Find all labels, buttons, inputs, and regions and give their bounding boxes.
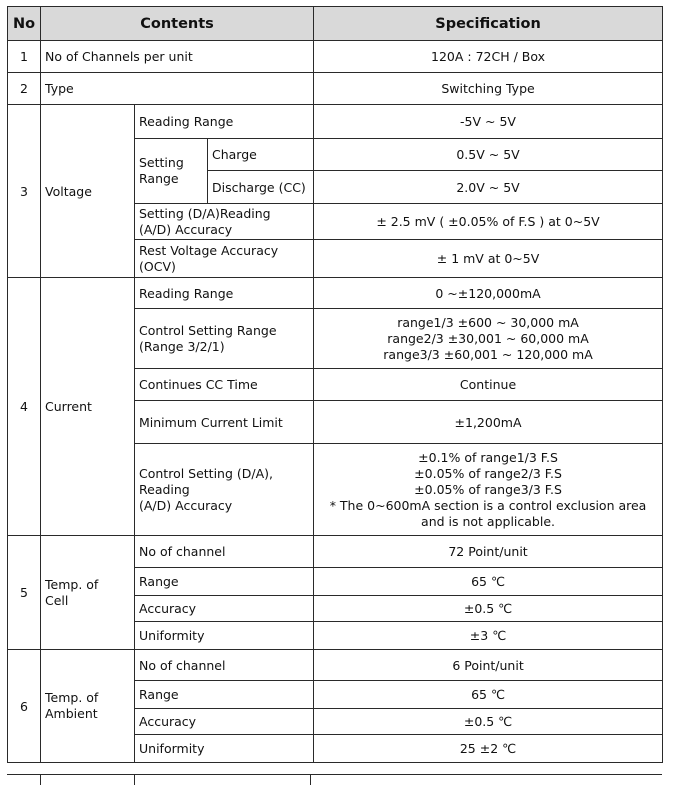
row-label: Temp. of Cell — [41, 536, 135, 650]
row-value: Switching Type — [314, 73, 663, 105]
voltage-discharge-value: 2.0V ~ 5V — [314, 171, 663, 204]
cell-range-value: 65 ℃ — [314, 568, 663, 596]
ambient-accuracy-value: ±0.5 ℃ — [314, 709, 663, 735]
table-row — [8, 41, 663, 73]
next-table-edge — [7, 774, 662, 785]
current-accuracy-value: ±0.1% of range1/3 F.S ±0.05% of range2/3 F.S ±0.05% of range3/3 F.S * The 0~600mA section is a control exclusion area and is not applicable. — [314, 444, 663, 536]
current-reading-value: 0 ~±120,000mA — [314, 278, 663, 309]
row-number: 4 — [8, 278, 41, 536]
control-setting-range-label: Control Setting Range (Range 3/2/1) — [135, 309, 314, 369]
cell-accuracy-label: Accuracy — [135, 596, 314, 622]
cell-range-label: Range — [135, 568, 314, 596]
header-specification: Specification — [314, 7, 663, 41]
voltage-setting-range-label: Setting Range — [135, 139, 208, 204]
row-number: 1 — [8, 41, 41, 73]
cell-channel-label: No of channel — [135, 536, 314, 568]
voltage-discharge-label: Discharge (CC) — [208, 171, 314, 204]
table-row — [8, 536, 663, 568]
cell-channel-value: 72 Point/unit — [314, 536, 663, 568]
cc-time-label: Continues CC Time — [135, 369, 314, 401]
voltage-accuracy-label: Setting (D/A)Reading (A/D) Accuracy — [135, 204, 314, 240]
min-current-value: ±1,200mA — [314, 401, 663, 444]
row-number: 3 — [8, 105, 41, 278]
row-label: No of Channels per unit — [41, 41, 314, 73]
row-label: Type — [41, 73, 314, 105]
current-reading-label: Reading Range — [135, 278, 314, 309]
ambient-uniformity-label: Uniformity — [135, 735, 314, 763]
control-setting-range-value: range1/3 ±600 ~ 30,000 mA range2/3 ±30,001 ~ 60,000 mA range3/3 ±60,001 ~ 120,000 mA — [314, 309, 663, 369]
voltage-reading-label: Reading Range — [135, 105, 314, 139]
row-label: Voltage — [41, 105, 135, 278]
rest-voltage-value: ± 1 mV at 0~5V — [314, 240, 663, 278]
ambient-channel-label: No of channel — [135, 650, 314, 681]
table-row — [8, 650, 663, 681]
row-number: 6 — [8, 650, 41, 763]
cell-uniformity-value: ±3 ℃ — [314, 622, 663, 650]
rest-voltage-label: Rest Voltage Accuracy (OCV) — [135, 240, 314, 278]
min-current-label: Minimum Current Limit — [135, 401, 314, 444]
header-no: No — [8, 7, 41, 41]
row-number: 2 — [8, 73, 41, 105]
current-accuracy-label: Control Setting (D/A), Reading (A/D) Accuracy — [135, 444, 314, 536]
cell-accuracy-value: ±0.5 ℃ — [314, 596, 663, 622]
ambient-channel-value: 6 Point/unit — [314, 650, 663, 681]
ambient-range-value: 65 ℃ — [314, 681, 663, 709]
cell-uniformity-label: Uniformity — [135, 622, 314, 650]
ambient-uniformity-value: 25 ±2 ℃ — [314, 735, 663, 763]
row-label: Current — [41, 278, 135, 536]
header-row — [8, 7, 663, 41]
voltage-charge-value: 0.5V ~ 5V — [314, 139, 663, 171]
row-value: 120A : 72CH / Box — [314, 41, 663, 73]
voltage-reading-value: -5V ~ 5V — [314, 105, 663, 139]
specification-table — [7, 6, 663, 763]
table-row — [8, 105, 663, 139]
table-row — [8, 278, 663, 309]
row-number: 5 — [8, 536, 41, 650]
voltage-charge-label: Charge — [208, 139, 314, 171]
ambient-accuracy-label: Accuracy — [135, 709, 314, 735]
ambient-range-label: Range — [135, 681, 314, 709]
cc-time-value: Continue — [314, 369, 663, 401]
voltage-accuracy-value: ± 2.5 mV ( ±0.05% of F.S ) at 0~5V — [314, 204, 663, 240]
header-contents: Contents — [41, 7, 314, 41]
row-label: Temp. of Ambient — [41, 650, 135, 763]
table-row — [8, 73, 663, 105]
